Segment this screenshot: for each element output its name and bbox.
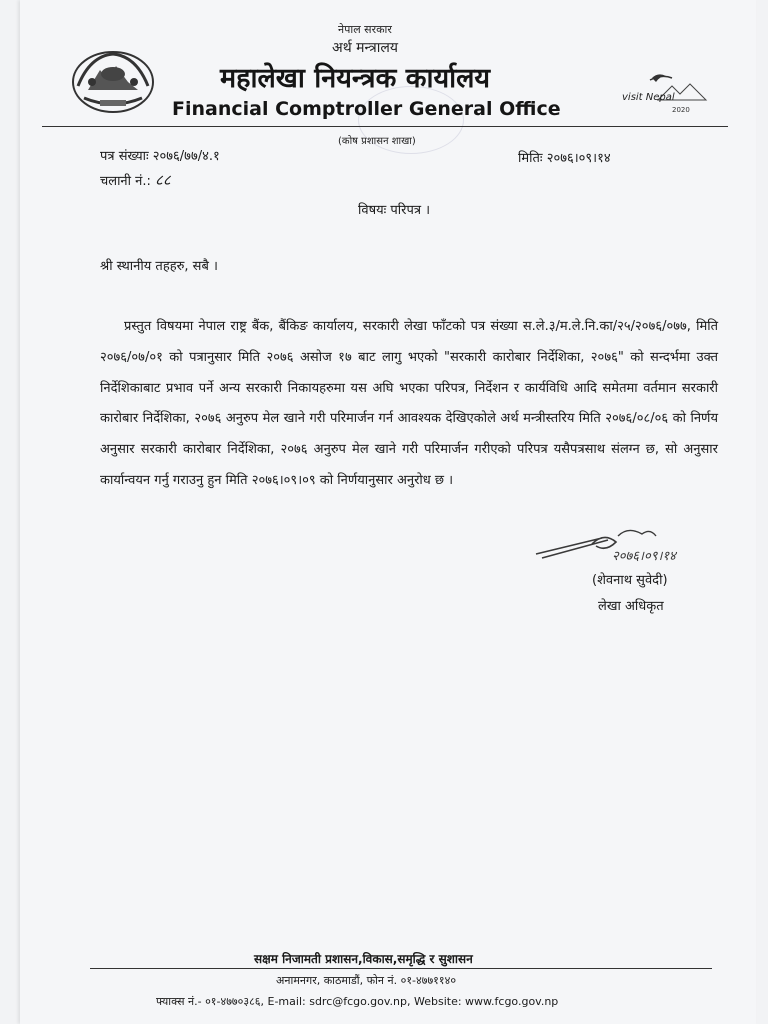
header-divider bbox=[42, 126, 728, 127]
signatory-title: लेखा अधिकृत bbox=[598, 599, 664, 614]
handwritten-signature bbox=[532, 524, 722, 574]
letter-number-value: २०७६/७७/४.१ bbox=[152, 149, 220, 164]
body-paragraph bbox=[100, 312, 718, 497]
letter-page bbox=[20, 0, 756, 1024]
dispatch-number-value: ८८ bbox=[155, 171, 171, 189]
signatory-name: (शेवनाथ सुवेदी) bbox=[592, 573, 668, 588]
signature-date: २०७६।०९।१४ bbox=[612, 549, 676, 564]
letter-number bbox=[100, 146, 220, 164]
office-name-nepali: महालेखा नियन्त्रक कार्यालय bbox=[220, 63, 491, 94]
dispatch-number-label: चलानी नं.: bbox=[100, 174, 151, 189]
letter-number-label: पत्र संख्याः bbox=[100, 149, 149, 164]
footer-address: अनामनगर, काठमाडौं, फोन नं. ०१-४७७११४० bbox=[276, 974, 457, 987]
letter-date bbox=[518, 148, 611, 166]
letter-date-label: मितिः bbox=[518, 151, 543, 166]
subject-line: विषयः परिपत्र । bbox=[358, 203, 431, 218]
footer-contact: फ्याक्स नं.- ०१-४७७०३८६, E-mail: sdrc@fcgo.gov.np, Website: www.fcgo.gov.np bbox=[156, 995, 559, 1008]
salutation: श्री स्थानीय तहहरु, सबै । bbox=[100, 259, 218, 274]
dispatch-number bbox=[100, 170, 171, 190]
office-name-english: Financial Comptroller General Office bbox=[172, 98, 561, 120]
visit-nepal-logo bbox=[620, 70, 712, 120]
nepal-emblem-icon bbox=[70, 46, 156, 114]
body-text: प्रस्तुत विषयमा नेपाल राष्ट्र बैंक, बैंकिङ कार्यालय, सरकारी लेखा फाँटको पत्र संख्या स.ले.३/म.ले.नि.का/२५/२०७६/०७७, मिति २०७६/०७/०१ को पत्रानुसार मिति २०७६ असोज १७ बाट लागु भएको "सरकारी कारोबार निर्देशिका, २०७६" को सन्दर्भमा उक्त निर्देशिकाबाट प्रभाव पर्ने अन्य सरकारी निकायहरुमा यस अघि भएका परिपत्र, निर्देशन र कार्यविधि आदि समेतमा वर्तमान सरकारी कारोबार निर्देशिका, २०७६ अनुरुप मेल खाने गरी परिमार्जन गर्न आवश्यक देखिएकोले अर्थ मन्त्रीस्तरिय मिति २०७६/०८/०६ को निर्णय अनुसार सरकारी कारोबार निर्देशिका, २०७६ अनुरुप मेल खाने गरी परिमार्जन गरीएको परिपत्र यसैपत्रसाथ संलग्न छ, सो अनुसार कार्यान्वयन गर्नु गराउनु हुन मिति २०७६।०९।०९ को निर्णयानुसार अनुरोध छ । bbox=[100, 319, 718, 488]
ministry-name: अर्थ मन्त्रालय bbox=[332, 40, 398, 56]
footer-slogan: सक्षम निजामती प्रशासन,विकास,समृद्धि र सुशासन bbox=[254, 952, 473, 966]
footer-divider bbox=[90, 968, 712, 969]
visit-logo-text: visit Nepal bbox=[622, 92, 675, 103]
letter-date-value: २०७६।०९।१४ bbox=[546, 151, 611, 166]
visit-logo-year: 2020 bbox=[672, 106, 690, 114]
country-name: नेपाल सरकार bbox=[338, 23, 392, 36]
branch-name: (कोष प्रशासन शाखा) bbox=[338, 136, 416, 147]
